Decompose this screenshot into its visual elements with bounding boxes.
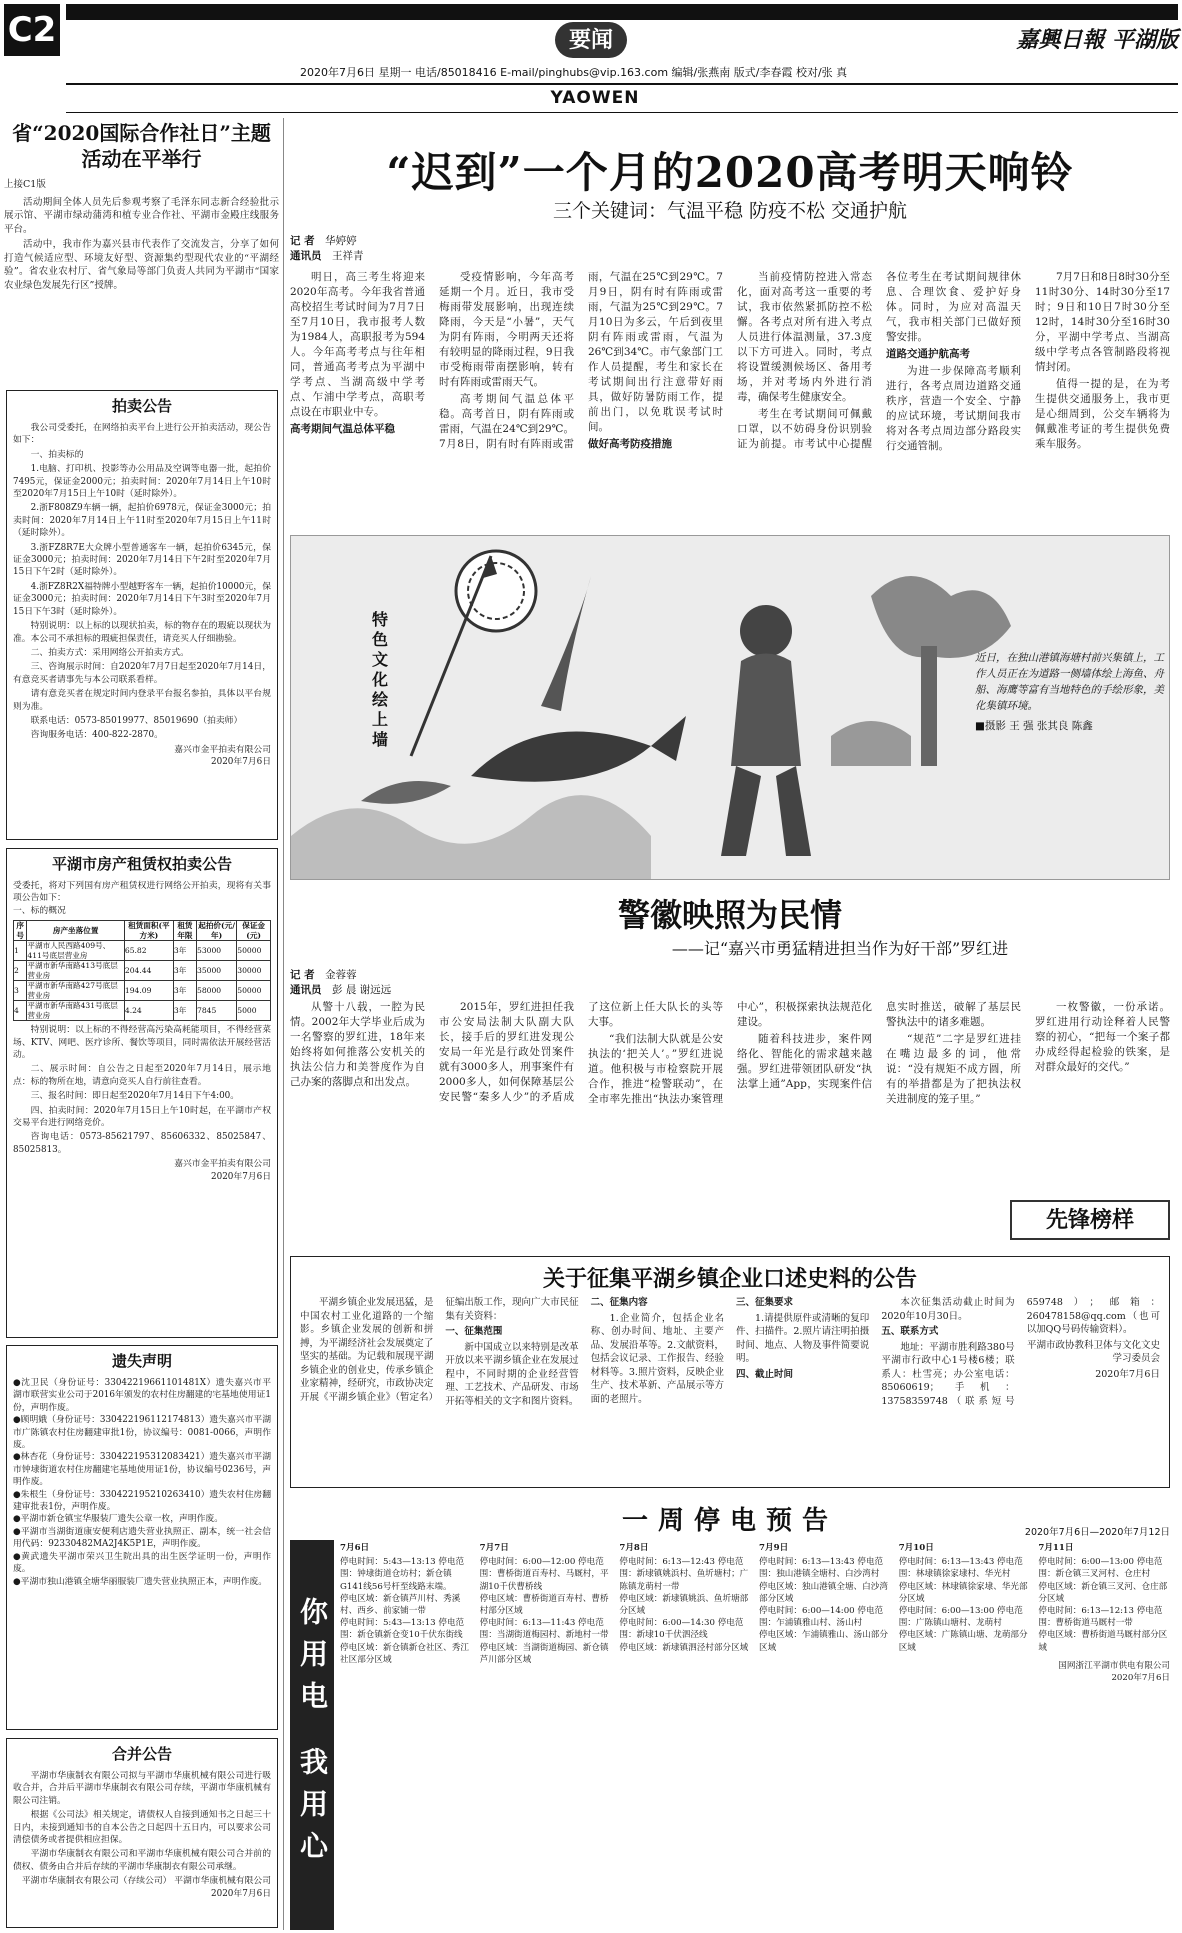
article2-title: 警徽映照为民情 <box>617 896 842 934</box>
paragraph: 受疫情影响，今年高考延期一个月。近日，我市受梅雨带发展影响，出现连续降雨，今天是“小暑”，天气为阴有阵雨，今明两天还将有较明显的降雨过程，9日我市受梅雨带南摆影响，转有时有阵雨或雷雨天气。 <box>439 271 574 388</box>
paragraph: 为进一步保障高考顺利进行，各考点周边道路交通秩序，营造一个安全、宁静的应试环境，考试期间我市将对各考点周边部分路段实行交通管制。 <box>886 365 1021 452</box>
byline-line <box>290 249 422 264</box>
lost-item: ●平湖市独山港镇全塘华丽服装厂遗失营业执照正本，声明作废。 <box>13 1576 267 1587</box>
subheading: 道路交通护航高考 <box>886 348 970 360</box>
main-headline: “迟到”一个月的2020高考明天响铃 <box>386 148 1074 197</box>
paragraph: 1.企业简介，包括企业名称、创办时间、地址、主要产品、发展沿革等。2.文献资料，包括会议记录、工作报告、经验材料等。3.照片资料，反映企业生产、技术革新、产品展示等方面的老照片。 <box>590 1312 724 1405</box>
outage-day: 7月7日 <box>479 1543 509 1553</box>
lost-item: ●平湖市当湖街道康安便利店遗失营业执照正、副本，统一社会信用代码：92330482MA2J4K5P1E，声明作废。 <box>13 1526 271 1550</box>
page-label: C2 <box>4 4 60 56</box>
table-cell: 3年 <box>173 941 196 961</box>
table-row <box>14 1001 271 1021</box>
rent-signoff: 嘉兴市金平拍卖有限公司 <box>174 1159 271 1170</box>
table-cell: 53000 <box>196 941 236 961</box>
section-badge: 要闻 <box>555 22 627 58</box>
table-row <box>14 941 271 961</box>
paragraph: 从警十八载，一腔为民情。2002年大学毕业后成为一名警察的罗红进，18年来始终将如何推落公安机关的执法公信力和美誉度作为自己办案的落脚点和出发点。 <box>290 1001 425 1088</box>
outage-day: 7月8日 <box>619 1543 649 1553</box>
outage-item: 停电时间：6:13—13:43 停电范围：独山港镇全塘村、白沙湾村 <box>759 1557 884 1580</box>
outage-item: 停电时间：6:13—12:43 停电范围：新埭镇姚浜村、鱼圻塘村；广陈镇龙萌村一带 <box>619 1557 749 1592</box>
outage-column <box>480 1540 612 1930</box>
table-cell: 4.24 <box>124 1001 173 1021</box>
outage-item: 停电时间：5:43—13:13 停电范围：新仓镇新仓变10千伏东街线 <box>340 1618 465 1641</box>
outage-column <box>899 1540 1031 1930</box>
subheading: 做好高考防疫措施 <box>588 438 672 450</box>
merger-date: 2020年7月6日 <box>211 1888 271 1899</box>
table-cell: 5000 <box>237 1001 271 1021</box>
paragraph: 2.浙F808Z9车辆一辆，起拍价6978元，保证金3000元；拍卖时间：2020年7月14日上午11时至2020年7月15日上午11时（延时除外）。 <box>13 503 271 539</box>
notice-body <box>300 1296 1160 1484</box>
paragraph: 考生在考试期间可佩戴口罩，以不妨碍身份识别验证为前提。市考试中心提醒各位考生在考试期间规律休息、合理饮食、爱护好身体。同时，为应对高温天气，我市相关部门已做好预警安排。 <box>737 271 1021 450</box>
lost-item: ●沈卫民（身份证号：33042219661101481X）遗失嘉兴市平湖市联营实业公司于2016年颁发的农村住房翻建的宅基地使用证1份，声明作废。 <box>13 1378 271 1413</box>
auction-signoff: 嘉兴市金平拍卖有限公司 <box>174 744 271 755</box>
paragraph: 高考期间气温总体平稳。高考首日，阴有阵雨或雷雨，气温在24℃到29℃。7月8日，阴有时有阵雨或雷雨，气温在25℃到29℃。7月9日，阴有时有阵雨或雷雨，气温为25℃到29℃。7月10日为多云，午后到夜里阴有阵雨或雷雨，气温为26℃到34℃。市气象部门工作人员提醒，考生和家长在考试期间出行注意带好雨具，做好防暑防雨工作，提前出门，以免耽误考试时间。 <box>439 271 723 450</box>
outage-day: 7月11日 <box>1038 1543 1074 1553</box>
lost-item: ●平湖市新仓镇宝华服装厂遗失公章一枚，声明作废。 <box>13 1514 224 1525</box>
outage-item: 停电区域：新埭镇泗泾村部分区域 <box>619 1642 749 1653</box>
section-en: YAOWEN <box>550 88 640 108</box>
paragraph: 当前疫情防控进入常态化，面对高考这一重要的考试，我市依然紧抓防控不松懈。各考点对所有进入考点人员进行体温测量，37.3度以下方可进入。同时，考点将设置缓测候场区、备用考场，并对考场内外进行消毒，确保考生健康安全。 <box>737 271 872 403</box>
paragraph: 请有意竞买者在规定时间内登录平台报名参拍，具体以平台规则为准。 <box>13 689 271 712</box>
table-cell: 3年 <box>173 1001 196 1021</box>
byline-role: 通讯员 <box>290 984 322 996</box>
outage-day: 7月6日 <box>340 1543 370 1553</box>
paragraph: 根据《公司法》相关规定，请债权人自接到通知书之日起三十日内，未接到通知书的自本公告之日起四十五日内，可以要求公司清偿债务或者提供相应担保。 <box>13 1810 271 1846</box>
byline-name: 金蓉蓉 <box>325 969 357 981</box>
byline-name: 华婷婷 <box>325 235 357 247</box>
merger-notice <box>6 1738 278 1928</box>
table-cell: 平湖市新华南路413号底层营业房 <box>27 961 124 981</box>
paragraph: 值得一提的是，在为考生提供交通服务上，我市更是心细周到，公交车辆将为佩戴准考证的考生提供免费乘车服务。 <box>1035 378 1170 450</box>
paragraph: 4.浙FZ8R2X福特牌小型越野客车一辆，起拍价10000元，保证金3000元；拍卖时间：2020年7月14日下午3时至2020年7月15日下午3时（延时除外）。 <box>13 581 271 617</box>
pioneer-badge: 先锋榜样 <box>1010 1200 1170 1240</box>
power-columns <box>340 1540 1170 1930</box>
outage-column <box>1038 1540 1170 1930</box>
byline-role: 通讯员 <box>290 250 322 262</box>
header-rule <box>66 112 1178 113</box>
paragraph: “我们法制大队就是公安执法的‘把关人’。”罗红进说道。他积极与市检察院开展合作，推进“检警联动”，在全市率先推出“执法办案管理中心”，积极探索执法规范化建设。 <box>588 1001 872 1105</box>
table-header: 房产坐落位置 <box>27 921 124 941</box>
paragraph: 咨询电话：0573-85621797、85606332、85025847、85025813。 <box>13 1132 271 1155</box>
table-header: 序号 <box>14 921 27 941</box>
outage-item: 停电时间：6:13—11:43 停电范围：当湖街道梅园村、新地村一带 <box>479 1618 609 1641</box>
table-cell: 30000 <box>237 961 271 981</box>
header-bar <box>66 4 1178 20</box>
table-header: 起拍价(元/年) <box>198 921 235 940</box>
lost-item: ●林杏花（身份证号：330422195312083421）遗失嘉兴市平湖市钟埭街道农村住房翻建宅基地使用证1份，协议编号0236号，声明作废。 <box>13 1452 271 1488</box>
mural-caption-text: 近日，在独山港镇海塘村前兴集镇上，工作人员正在为道路一侧墙体绘上海鱼、舟船、海鹰等富有当地特色的手绘形象，美化集镇环境。 <box>975 652 1164 712</box>
table-cell: 35000 <box>196 961 236 981</box>
paragraph: 平湖市华康制衣有限公司拟与平湖市华康机械有限公司进行吸收合并，合并后平湖市华康制衣有限公司存续，平湖市华康机械有限公司注销。 <box>13 1771 271 1806</box>
power-title: 一周停电预告 <box>621 1506 838 1536</box>
rent-date: 2020年7月6日 <box>211 1171 271 1182</box>
header-rule <box>66 83 1178 85</box>
table-row <box>14 981 271 1001</box>
table-header: 租赁面积(平方米) <box>124 921 173 941</box>
outage-item: 停电区域：新仓镇三叉河、仓庄部分区域 <box>1038 1581 1168 1604</box>
paragraph: 7月7日和8日8时30分至11时30分、14时30分至17时；9日和10日7时30分至12时，14时30分至16时30分，平湖中学考点、当湖高级中学考点各管制路段将视情封闭。 <box>1035 271 1170 373</box>
paragraph: 咨询服务电话：400-822-2870。 <box>30 730 163 741</box>
paragraph: 随着科技进步，案件网络化、智能化的需求越来越强。罗红进带领团队研发“执法掌上通”App，实现案件信息实时推送，破解了基层民警执法中的诸多难题。 <box>737 1001 1021 1090</box>
auction-notice <box>6 390 278 840</box>
lost-item: ●黄武遗失平湖市荣兴卫生院出具的出生医学证明一份，声明作废。 <box>13 1551 271 1575</box>
subheading: 一、征集范围 <box>445 1326 503 1337</box>
left-story-body <box>4 196 279 293</box>
merger-signoff: 平湖市华康制衣有限公司（存续公司） 平湖市华康机械有限公司 <box>21 1876 271 1887</box>
lost-notice <box>6 1345 278 1730</box>
mural-caption <box>975 650 1170 734</box>
table-header-row <box>14 921 271 941</box>
rent-body <box>13 1024 271 1183</box>
header-meta: 2020年7月6日 星期一 电话/85018416 E-mail/pinghubs@vip.163.com 编辑/张燕南 版式/李春霞 校对/张 真 <box>300 66 848 79</box>
outage-day: 7月9日 <box>759 1543 789 1553</box>
paragraph: 活动期间全体人员先后参观考察了毛泽东同志新合经验批示展示馆、平湖市绿动蒲湾和植专业合作社、平湖市金殿庄线服务平台。 <box>4 196 279 235</box>
paragraph: 二、拍卖方式：采用网络公开拍卖方式。 <box>30 647 189 658</box>
paragraph: 地址：平湖市胜利路380号平湖市行政中心1号楼6楼；联系人：杜雪亮；办公室电话：85060619；手机：13758359748（联系短号659748）；邮箱：260478158@qq.com（也可以加QQ号码传输资料）。 <box>881 1297 1160 1407</box>
outage-item: 停电时间：6:00—14:30 停电范围：新埭10千伏泗泾线 <box>619 1618 744 1641</box>
table-cell: 平湖市新华南路431号底层营业房 <box>27 1001 124 1021</box>
byline-name: 彭 晨 谢远远 <box>332 984 392 996</box>
rent-section-label: 一、标的概况 <box>13 905 66 916</box>
outage-item: 停电区域：乍浦镇雅山、汤山部分区域 <box>759 1630 888 1653</box>
table-header: 租赁年限 <box>173 921 196 941</box>
masthead: 嘉興日報 平湖版 <box>1016 27 1178 53</box>
power-side-banner <box>290 1540 334 1930</box>
table-cell: 平湖市人民西路409号、411号底层营业房 <box>27 941 124 961</box>
outage-item: 停电时间：6:00—13:00 停电范围：广陈镇山塘村、龙萌村 <box>898 1606 1023 1629</box>
article2-byline <box>290 968 430 998</box>
article2-subtitle: ——记“嘉兴市勇猛精进担当作为好干部”罗红进 <box>671 939 1009 958</box>
paragraph: 三、报名时间：即日起至2020年7月14日下午4:00。 <box>30 1091 240 1102</box>
table-cell: 1 <box>14 941 27 961</box>
outage-column <box>619 1540 751 1930</box>
paragraph: 2015年，罗红进担任我市公安局法制大队副大队长，接手后的罗红进发现公安局一年光是行政处罚案件就有3000多人，刑事案件有2000多人，如何保障基层公安民警“秦多人少”的矛盾成了这位新上任大队长的头等大事。 <box>439 1001 723 1103</box>
outage-item: 停电区域：新仓镇新仓社区、秀江社区部分区域 <box>340 1642 469 1665</box>
paragraph: 新中国成立以来特别是改革开放以来平湖乡镇企业在发展过程中，不同时期的企业经营管理、工艺技术、产品研发、市场开拓等相关的文字和图片资料。 <box>445 1341 579 1407</box>
table-cell: 4 <box>14 1001 27 1021</box>
power-date: 2020年7月6日 <box>1111 1673 1170 1684</box>
auction-title: 拍卖公告 <box>111 397 172 415</box>
rent-notice <box>6 848 278 1338</box>
paragraph: 3.浙FZ8R7E大众牌小型普通客车一辆，起拍价6345元，保证金3000元；拍卖时间：2020年7月14日下午2时至2020年7月15日下午2时（延时除外）。 <box>13 542 271 578</box>
auction-date: 2020年7月6日 <box>211 757 271 768</box>
outage-item: 停电区域：林埭镇徐家埭、华光部分区域 <box>898 1581 1028 1604</box>
byline-role: 记 者 <box>290 969 315 981</box>
paragraph: 一枚警徽，一份承诺。罗红进用行动诠释着人民警察的初心，“把每一个案子都办成经得起检验的铁案，是对群众最好的交代。” <box>1035 1001 1170 1073</box>
table-cell: 50000 <box>237 981 271 1001</box>
outage-item: 停电区域：曹桥街道百寿村、曹桥村部分区域 <box>479 1593 609 1617</box>
notice-date: 2020年7月6日 <box>1095 1368 1160 1380</box>
outage-item: 停电区域：当湖街道梅园、新仓镇芦川部分区域 <box>479 1642 609 1665</box>
outage-column <box>340 1540 472 1930</box>
outage-column <box>759 1540 891 1930</box>
lost-item: ●顾明娥（身份证号：330422196112174813）遗失嘉兴市平湖市广陈镇农村住房翻建审批1份，协议编号：0081-0066，声明作废。 <box>13 1415 271 1451</box>
outage-item: 停电时间：6:00—12:00 停电范围：曹桥街道百寿村、马厩村，平湖10千伏曹桥线 <box>479 1557 609 1592</box>
table-header: 保证金(元) <box>237 921 271 941</box>
rent-title: 平湖市房产租赁权拍卖公告 <box>51 855 232 873</box>
outage-item: 停电区域：独山港镇全塘、白沙湾部分区域 <box>759 1581 888 1604</box>
lost-body <box>13 1377 271 1588</box>
subheading: 二、征集内容 <box>590 1297 648 1308</box>
outage-day: 7月10日 <box>898 1543 934 1553</box>
table-cell: 65.82 <box>124 941 173 961</box>
paragraph: 三、咨询展示时间：自2020年7月7日起至2020年7月14日，有意竞买者请事先与本公司联系看样。 <box>13 662 271 685</box>
table-row <box>14 961 271 981</box>
outage-item: 停电时间：6:13—12:13 停电范围：曹桥街道马厩村一带 <box>1038 1606 1163 1629</box>
mural-side-caption: 特色文化绘上墙 <box>371 610 388 749</box>
byline-role: 记 者 <box>290 235 315 247</box>
subheading: 四、截止时间 <box>735 1368 793 1380</box>
left-story-title: 省“2020国际合作社日”主题活动在平举行 <box>12 121 271 171</box>
paragraph: 四、拍卖时间：2020年7月15日上午10时起，在平湖市产权交易平台进行网络竞价。 <box>13 1105 271 1129</box>
main-subhead: 三个关键词：气温平稳 防疫不松 交通护航 <box>552 200 908 222</box>
table-cell: 58000 <box>196 981 236 1001</box>
photo-credit: ■摄影 王 强 张其良 陈鑫 <box>975 720 1093 732</box>
paragraph: 明日，高三考生将迎来2020年高考。今年我省普通高校招生考试时间为7月7日至7月10日，我市报考人数为1984人，高职报考为594人。今年高考考点与往年相同，普通高考考点为平湖中学考点、当湖高级中学考点、乍浦中学考点，高职考点设在市职业中专。 <box>290 271 425 418</box>
outage-item: 停电时间：6:13—13:43 停电范围：林埭镇徐家埭村、华光村 <box>898 1557 1023 1580</box>
subheading: 高考期间气温总体平稳 <box>290 423 395 435</box>
lost-title: 遗失声明 <box>111 1352 172 1370</box>
main-byline <box>290 234 422 264</box>
table-cell: 平湖市新华南路427号底层营业房 <box>27 981 124 1001</box>
byline-line <box>290 983 430 998</box>
power-signoff: 国网浙江平湖市供电有限公司 <box>1058 1660 1170 1671</box>
paragraph: 1.请提供原件或清晰的复印件、扫描件。2.照片请注明拍摄时间、地点、人物及事件简要说明。 <box>735 1312 870 1364</box>
paragraph: 平湖乡镇企业发展迅猛，是中国农村工业化道路的一个缩影。乡镇企业发展的创新和拼搏，为平湖经济社会发展奠定了坚实的基础。为记载和展现平湖乡镇企业的创业史，传承乡镇企业家精神，经研究，市政协决定开展《平湖乡镇企业》（暂定名）征编出版工作，现向广大市民征集有关资料： <box>300 1297 579 1403</box>
power-side-text: 你用电 我用心 <box>296 1597 329 1873</box>
paragraph: 一、拍卖标的 <box>30 449 84 460</box>
rent-table <box>13 920 271 1021</box>
notice-signoff: 平湖市政协教科卫体与文化文史学习委员会 <box>1026 1339 1160 1364</box>
outage-item: 停电区域：新仓镇芦川村、秀溪村、西乡、前家铺一带 <box>340 1593 461 1617</box>
table-cell: 3年 <box>173 981 196 1001</box>
paragraph: 二、展示时间：自公告之日起至2020年7月14日，展示地点：标的物所在地，请意向竞买人自行前往查看。 <box>13 1064 271 1087</box>
left-story-credit: 上接C1版 <box>4 179 46 190</box>
table-cell: 7845 <box>196 1001 236 1021</box>
paragraph: 我公司受委托，在网络拍卖平台上进行公开拍卖活动，现公告如下： <box>13 423 271 446</box>
paragraph: 本次征集活动截止时间为2020年10月30日。 <box>881 1297 1015 1322</box>
paragraph: 1.电脑、打印机、投影等办公用品及空调等电器一批，起拍价7495元，保证金2000元；拍卖时间：2020年7月14日上午10时至2020年7月15日上午10时（延时除外）。 <box>13 464 271 500</box>
power-date-range: 2020年7月6日—2020年7月12日 <box>1024 1527 1170 1538</box>
outage-item: 停电区域：新埭镇姚浜、鱼圻塘部分区域 <box>619 1593 749 1617</box>
paragraph: 联系电话：0573-85019977、85019690（拍卖师） <box>30 715 243 726</box>
notice-title: 关于征集平湖乡镇企业口述史料的公告 <box>542 1266 917 1292</box>
table-cell: 204.44 <box>124 961 173 981</box>
rent-intro: 受委托，将对下列国有房产租赁权进行网络公开拍卖，现将有关事项公告如下： <box>13 881 271 904</box>
outage-item: 停电时间：6:00—13:00 停电范围：新仓镇三叉河村、仓庄村 <box>1038 1557 1163 1580</box>
main-body <box>290 270 1170 528</box>
paragraph: “规范”二字是罗红进挂在嘴边最多的词，他常说：“没有规矩不成方圆，所有的举措都是为了把执法权关进制度的笼子里。” <box>886 1033 1021 1105</box>
merger-body <box>13 1770 271 1900</box>
left-story <box>4 120 279 294</box>
merger-title: 合并公告 <box>111 1745 172 1763</box>
outage-item: 停电区域：广陈镇山塘、龙萌部分区域 <box>898 1630 1028 1653</box>
table-cell: 194.09 <box>124 981 173 1001</box>
table-cell: 3年 <box>173 961 196 981</box>
subheading: 三、征集要求 <box>735 1297 793 1308</box>
byline-name: 王祥青 <box>332 250 364 262</box>
subheading: 五、联系方式 <box>881 1326 939 1337</box>
column-divider <box>283 118 284 1930</box>
table-cell: 50000 <box>237 941 271 961</box>
outage-item: 停电区域：曹桥街道马厩村部分区域 <box>1038 1630 1168 1653</box>
byline-line <box>290 234 422 249</box>
paragraph: 特别说明：以上标的不得经营高污染高耗能项目，不得经营菜场、KTV、网吧、医疗诊所、餐饮等项目，同时需依法开展经营活动。 <box>13 1025 271 1061</box>
table-cell: 2 <box>14 961 27 981</box>
auction-body <box>13 422 271 769</box>
paragraph: 平湖市华康制衣有限公司和平湖市华康机械有限公司合并前的债权、债务由合并后存续的平湖市华康制衣有限公司承继。 <box>13 1849 271 1872</box>
byline-line <box>290 968 430 983</box>
outage-item: 停电时间：6:00—14:00 停电范围：乍浦镇雅山村、汤山村 <box>759 1606 884 1629</box>
lost-item: ●朱根生（身份证号：330422195210263410）遗失农村住房翻建审批表1份，声明作废。 <box>13 1489 271 1513</box>
outage-item: 停电时间：5:43—13:13 停电范围：钟埭街道仓坊村；新仓镇G141线56号杆至线路末端。 <box>340 1557 465 1592</box>
paragraph: 特别说明：以上标的以现状拍卖，标的物存在的瑕疵以现状为准。本公司不承担标的瑕疵担保责任，请竞买人仔细勘验。 <box>13 621 271 644</box>
table-cell: 3 <box>14 981 27 1001</box>
paragraph: 活动中，我市作为嘉兴县市代表作了交流发言，分享了如何打造气候适应型、环境友好型、资源集约型现代农业的“平湖经验”。省农业农村厅、省气象局等部门负责人共同为平湖市“国家农业绿色发展先行区”授牌。 <box>4 239 279 291</box>
